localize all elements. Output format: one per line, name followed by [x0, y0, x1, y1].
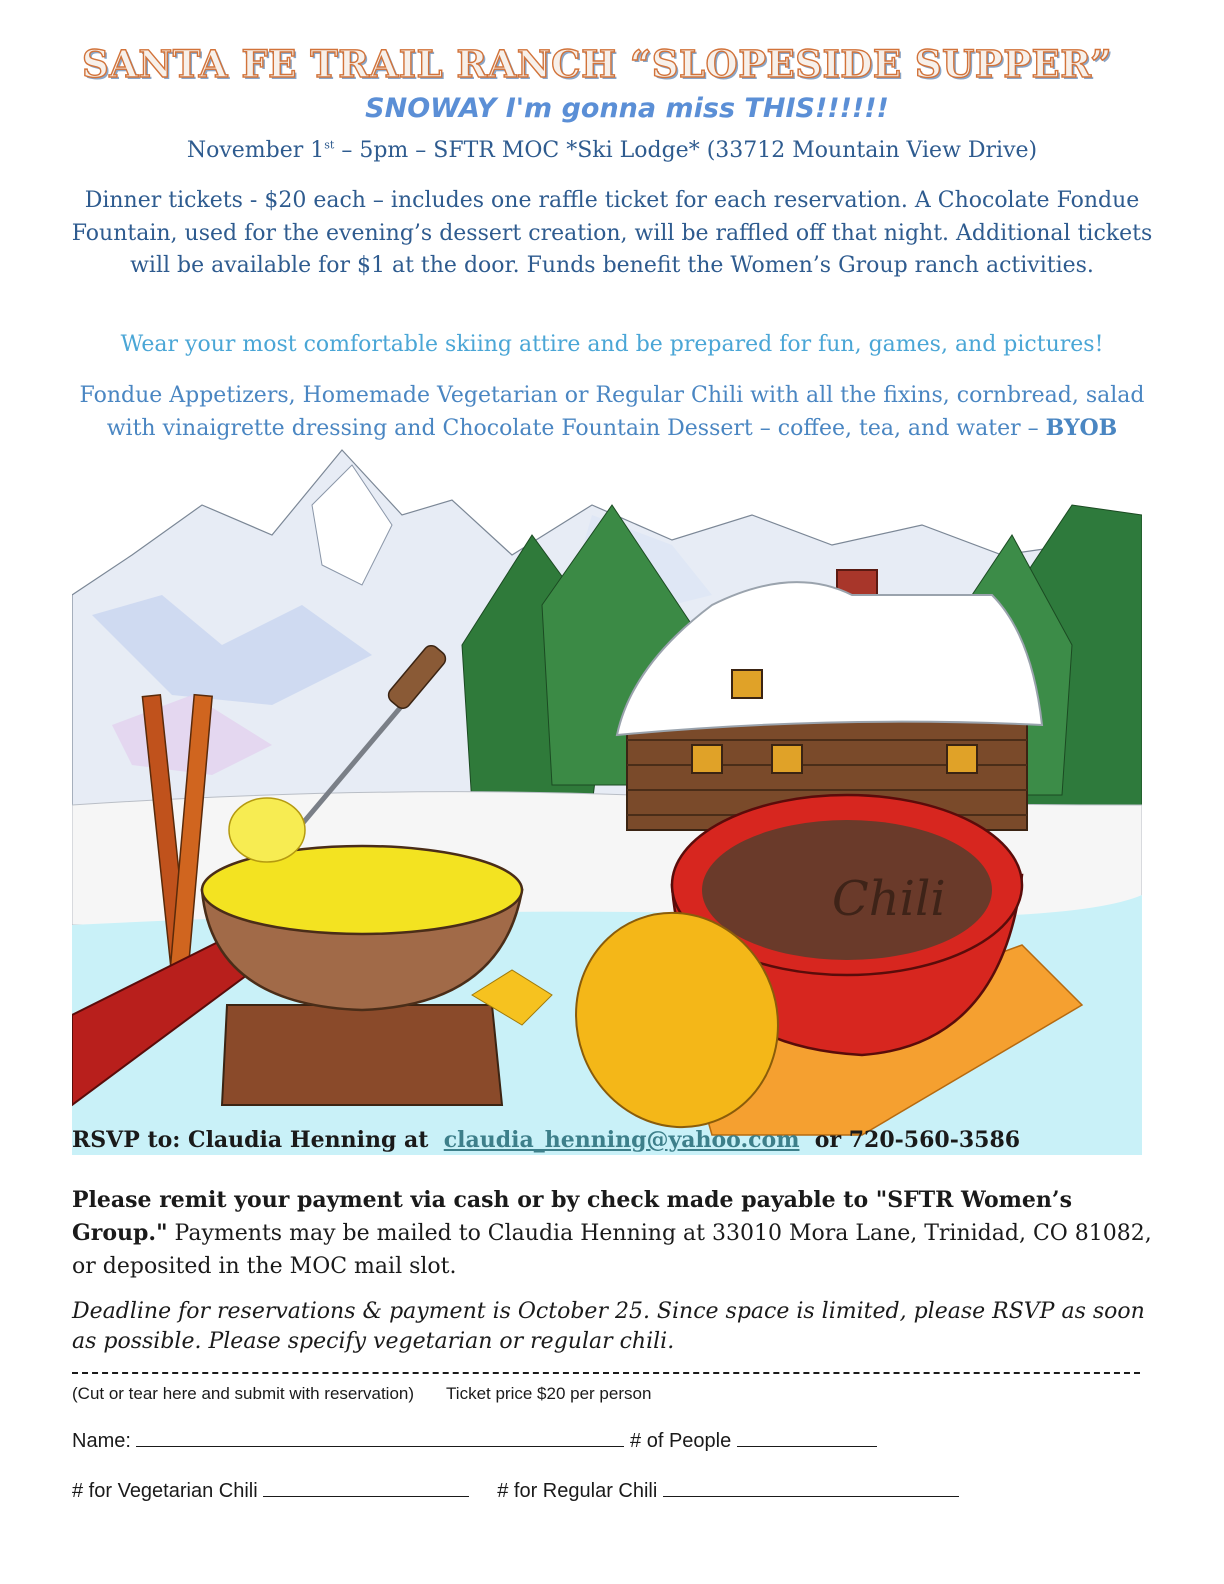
flyer-title: SANTA FE TRAIL RANCH “SLOPESIDE SUPPER”: [82, 42, 1112, 86]
event-location: – 5pm – SFTR MOC *Ski Lodge* (33712 Mountain View Drive): [334, 138, 1038, 163]
payment-bold: Please remit your payment via cash or by check made payable to "SFTR Women’s Group.": [72, 1187, 1072, 1246]
chili-label: Chili: [832, 871, 946, 927]
regular-chili-field[interactable]: [663, 1478, 959, 1497]
people-field[interactable]: [737, 1428, 877, 1447]
date-ordinal: st: [324, 138, 335, 152]
event-date: November 1: [186, 138, 325, 163]
winter-lodge-illustration: [72, 445, 1142, 1155]
veg-chili-label: # for Vegetarian Chili: [72, 1480, 258, 1502]
payment-rest: Payments may be mailed to Claudia Henning at 33010 Mora Lane, Trinidad, CO 81082, or deposited in the MOC mail slot.: [72, 1221, 1152, 1279]
rsvp-phone: or 720-560-3586: [814, 1127, 1021, 1153]
attire-note: Wear your most comfortable skiing attire and be prepared for fun, games, and pictures!: [120, 332, 1104, 357]
form-row-chili: [72, 1478, 959, 1503]
veg-chili-field[interactable]: [263, 1478, 469, 1497]
rsvp-line: [72, 1127, 1020, 1153]
rsvp-prefix: RSVP to: Claudia Henning at: [72, 1127, 429, 1153]
deadline-note: Deadline for reservations & payment is October 25. Since space is limited, please RSVP as soon as possible. Please specify vegetarian or regular chili.: [72, 1299, 1145, 1354]
people-label: # of People: [630, 1430, 732, 1452]
name-label: Name:: [72, 1430, 131, 1452]
regular-chili-label: # for Regular Chili: [497, 1480, 658, 1502]
event-date-line: [60, 138, 1164, 163]
ticket-info: Dinner tickets - $20 each – includes one raffle ticket for each reservation. A Chocolate Fondue Fountain, used for the evening’s dessert creation, will be raffled off that night. Additional tickets will be available for $1 at the door. Funds benefit the Women’s Group ranch activities.: [71, 188, 1153, 278]
cut-note-line: [72, 1384, 651, 1404]
byob-text: BYOB: [1045, 415, 1118, 441]
price-note: Ticket price $20 per person: [446, 1384, 652, 1403]
flyer-subtitle: SNOWAY I'm gonna miss THIS!!!!!!: [365, 93, 889, 124]
cut-line: [72, 1362, 1140, 1374]
payment-instructions: [72, 1184, 1152, 1283]
cut-note: (Cut or tear here and submit with reservation): [72, 1384, 415, 1403]
form-row-name: [72, 1428, 877, 1453]
menu-text: Fondue Appetizers, Homemade Vegetarian or Regular Chili with all the fixins, cornbread, salad with vinaigrette dressing and Chocolate Fountain Dessert – coffee, tea, and water –: [79, 383, 1145, 441]
name-field[interactable]: [136, 1428, 624, 1447]
menu-description: [60, 380, 1164, 445]
rsvp-email-link[interactable]: claudia_henning@yahoo.com: [443, 1127, 800, 1153]
